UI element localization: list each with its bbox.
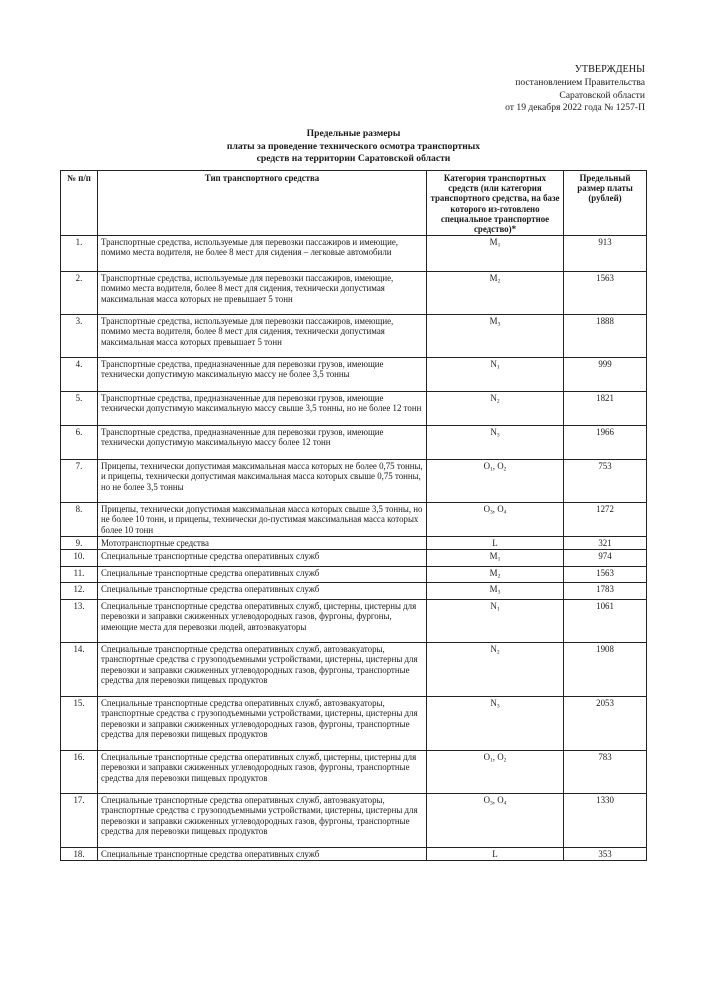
fee-value: 353 bbox=[564, 848, 647, 861]
vehicle-category bbox=[427, 392, 564, 426]
category-index: 1 bbox=[496, 364, 500, 371]
vehicle-category bbox=[427, 503, 564, 537]
category-letter: N bbox=[490, 393, 497, 404]
approval-heading: УТВЕРЖДЕНЫ bbox=[574, 64, 645, 75]
vehicle-type: Прицепы, технически допустимая максимальная масса которых свыше 3,5 тонны, но не более 10 тонн, и прицепы, технически до-пустимая максимальная масса которых более 10 тонн bbox=[98, 503, 427, 537]
row-number: 5. bbox=[61, 392, 98, 426]
row-number: 11. bbox=[61, 566, 98, 583]
table-row bbox=[61, 236, 647, 272]
fee-value: 1563 bbox=[564, 272, 647, 315]
table-row bbox=[61, 272, 647, 315]
vehicle-type: Транспортные средства, предназначенные для перевозки грузов, имеющие технически допустимую максимальную массу не более 3,5 тонны bbox=[98, 358, 427, 392]
approval-line: постановлением Правительства bbox=[515, 76, 645, 88]
table-row bbox=[61, 566, 647, 583]
row-number: 6. bbox=[61, 426, 98, 460]
category-index: 2 bbox=[496, 649, 500, 656]
category-letter: O bbox=[497, 504, 504, 515]
vehicle-type: Специальные транспортные средства оперативных служб bbox=[98, 550, 427, 567]
vehicle-type: Специальные транспортные средства оперативных служб bbox=[98, 566, 427, 583]
vehicle-category bbox=[427, 426, 564, 460]
category-index: 4 bbox=[503, 509, 507, 516]
vehicle-category bbox=[427, 236, 564, 272]
vehicle-type: Специальные транспортные средства оперативных служб, автоэвакуаторы, транспортные средства с грузоподъемными устройствами, цистерны, цистерны для перевозки и заправки сжиженных углеводородных газов, фургоны, транспортные средства для перевозки пищевых продуктов bbox=[98, 643, 427, 697]
fee-value: 999 bbox=[564, 358, 647, 392]
row-number: 16. bbox=[61, 751, 98, 794]
category-letter: O bbox=[483, 795, 491, 806]
vehicle-category bbox=[427, 358, 564, 392]
category-letter: O bbox=[497, 795, 504, 806]
row-number: 18. bbox=[61, 848, 98, 861]
category-index: 2 bbox=[496, 398, 500, 405]
fee-value: 1783 bbox=[564, 583, 647, 600]
row-number: 8. bbox=[61, 503, 98, 537]
category-letter: N bbox=[490, 698, 497, 709]
fee-value: 1966 bbox=[564, 426, 647, 460]
category-index: 2 bbox=[497, 573, 501, 580]
vehicle-category bbox=[427, 566, 564, 583]
category-separator: , bbox=[492, 461, 498, 472]
title-line: Предельные размеры bbox=[306, 128, 401, 139]
vehicle-type: Транспортные средства, используемые для перевозки пассажиров, имеющие, помимо места водителя, более 8 мест для сидения, технически допустимая максимальная масса которых превышает 5 тонн bbox=[98, 315, 427, 358]
table-row bbox=[61, 697, 647, 751]
category-index: 3 bbox=[497, 321, 501, 328]
category-index: 3 bbox=[490, 800, 493, 807]
vehicle-category bbox=[427, 697, 564, 751]
row-number: 9. bbox=[61, 536, 98, 549]
category-separator: , bbox=[492, 795, 498, 806]
approval-stamp bbox=[385, 64, 645, 115]
category-letter: O bbox=[483, 504, 491, 515]
header-category: Категория транспортных средств (или категория транспортного средства, на базе которого из-готовлено специальное транспортное средство)* bbox=[427, 171, 564, 236]
category-index: 1 bbox=[496, 606, 500, 613]
fee-value: 1821 bbox=[564, 392, 647, 426]
vehicle-type: Прицепы, технически допустимая максимальная масса которых не более 0,75 тонны, и прицепы, технически допустимая максимальная масса которых свыше 0,75 тонны, но не более 3,5 тонны bbox=[98, 460, 427, 503]
table-row bbox=[61, 315, 647, 358]
category-letter: O bbox=[483, 752, 491, 763]
row-number: 15. bbox=[61, 697, 98, 751]
row-number: 17. bbox=[61, 794, 98, 848]
header-fee: Предельный размер платы (рублей) bbox=[564, 171, 647, 236]
table-row bbox=[61, 583, 647, 600]
category-letter: N bbox=[490, 644, 497, 655]
row-number: 1. bbox=[61, 236, 98, 272]
category-letter: O bbox=[497, 461, 504, 472]
row-number: 14. bbox=[61, 643, 98, 697]
row-number: 10. bbox=[61, 550, 98, 567]
category-letter: M bbox=[489, 316, 498, 327]
fee-value: 1061 bbox=[564, 600, 647, 643]
category-letter: O bbox=[497, 752, 504, 763]
fee-value: 1908 bbox=[564, 643, 647, 697]
header-num: № п/п bbox=[61, 171, 98, 236]
table-row bbox=[61, 460, 647, 503]
table-row bbox=[61, 426, 647, 460]
table-row bbox=[61, 536, 647, 549]
vehicle-type: Транспортные средства, предназначенные для перевозки грузов, имеющие технически допустимую максимальную массу более 12 тонн bbox=[98, 426, 427, 460]
fee-value: 1563 bbox=[564, 566, 647, 583]
title-line: средств на территории Саратовской области bbox=[256, 153, 451, 164]
category-separator: , bbox=[492, 752, 498, 763]
row-number: 3. bbox=[61, 315, 98, 358]
table-row bbox=[61, 848, 647, 861]
category-letter: M bbox=[489, 567, 498, 578]
fee-value: 1330 bbox=[564, 794, 647, 848]
table-row bbox=[61, 751, 647, 794]
category-letter: N bbox=[490, 359, 497, 370]
table-row bbox=[61, 550, 647, 567]
table-row bbox=[61, 643, 647, 697]
table-row bbox=[61, 503, 647, 537]
fee-table bbox=[60, 170, 647, 861]
category-index: 2 bbox=[503, 466, 507, 473]
fee-value: 974 bbox=[564, 550, 647, 567]
category-letter: M bbox=[489, 273, 498, 284]
table-row bbox=[61, 392, 647, 426]
category-index: 1 bbox=[490, 757, 493, 764]
vehicle-category bbox=[427, 536, 564, 549]
vehicle-category bbox=[427, 460, 564, 503]
row-number: 4. bbox=[61, 358, 98, 392]
vehicle-type: Специальные транспортные средства оперативных служб bbox=[98, 583, 427, 600]
vehicle-type: Специальные транспортные средства оперативных служб, цистерны, цистерны для перевозки и заправки сжиженных углеводородных газов, фургоны, транспортные средства для перевозки пищевых продуктов bbox=[98, 751, 427, 794]
row-number: 13. bbox=[61, 600, 98, 643]
vehicle-category bbox=[427, 751, 564, 794]
vehicle-category bbox=[427, 848, 564, 861]
category-letter: L bbox=[492, 849, 498, 860]
category-index: 3 bbox=[496, 432, 500, 439]
category-letter: N bbox=[490, 427, 497, 438]
category-letter: L bbox=[492, 537, 498, 548]
vehicle-type: Транспортные средства, используемые для перевозки пассажиров, имеющие, помимо места водителя, более 8 мест для сидения, технически допустимая максимальная масса которых не превышает 5 тонн bbox=[98, 272, 427, 315]
category-letter: N bbox=[490, 601, 497, 612]
vehicle-category bbox=[427, 643, 564, 697]
row-number: 7. bbox=[61, 460, 98, 503]
vehicle-type: Специальные транспортные средства оперативных служб bbox=[98, 848, 427, 861]
category-index: 3 bbox=[490, 509, 493, 516]
header-type: Тип транспортного средства bbox=[98, 171, 427, 236]
fee-value: 2053 bbox=[564, 697, 647, 751]
table-header-row bbox=[61, 171, 647, 236]
vehicle-type: Транспортные средства, предназначенные для перевозки грузов, имеющие технически допустимую максимальную массу свыше 3,5 тонны, но не более 12 тонн bbox=[98, 392, 427, 426]
category-letter: M bbox=[489, 551, 498, 562]
fee-value: 321 bbox=[564, 536, 647, 549]
document-title bbox=[0, 128, 707, 166]
fee-value: 783 bbox=[564, 751, 647, 794]
fee-value: 1272 bbox=[564, 503, 647, 537]
approval-line: Саратовской области bbox=[559, 89, 645, 101]
vehicle-type: Мототранспортные средства bbox=[98, 536, 427, 549]
row-number: 12. bbox=[61, 583, 98, 600]
fee-value: 913 bbox=[564, 236, 647, 272]
vehicle-type: Специальные транспортные средства оперативных служб, автоэвакуаторы, транспортные средства с грузоподъемными устройствами, цистерны, цистерны для перевозки и заправки сжиженных углеводородных газов, фургоны, транспортные средства для перевозки пищевых продуктов bbox=[98, 794, 427, 848]
vehicle-type: Специальные транспортные средства оперативных служб, цистерны, цистерны для перевозки и заправки сжиженных углеводородных газов, фургоны, фургоны, имеющие места для перевозки людей, автоэвакуаторы bbox=[98, 600, 427, 643]
vehicle-category bbox=[427, 600, 564, 643]
vehicle-category bbox=[427, 315, 564, 358]
table-row bbox=[61, 600, 647, 643]
fee-value: 753 bbox=[564, 460, 647, 503]
category-index: 3 bbox=[497, 589, 501, 596]
vehicle-category bbox=[427, 272, 564, 315]
table-row bbox=[61, 794, 647, 848]
table-body bbox=[61, 236, 647, 861]
category-index: 1 bbox=[497, 556, 501, 563]
row-number: 2. bbox=[61, 272, 98, 315]
vehicle-type: Специальные транспортные средства оперативных служб, автоэвакуаторы, транспортные средства с грузоподъемными устройствами, цистерны, цистерны для перевозки и заправки сжиженных углеводородных газов, фургоны, транспортные средства для перевозки пищевых продуктов bbox=[98, 697, 427, 751]
vehicle-category bbox=[427, 583, 564, 600]
category-index: 2 bbox=[497, 278, 501, 285]
vehicle-category bbox=[427, 794, 564, 848]
category-letter: M bbox=[489, 584, 498, 595]
category-index: 1 bbox=[490, 466, 493, 473]
fee-value: 1888 bbox=[564, 315, 647, 358]
vehicle-type: Транспортные средства, используемые для перевозки пассажиров и имеющие, помимо места водителя, не более 8 мест для сидения – легковые автомобили bbox=[98, 236, 427, 272]
category-letter: O bbox=[483, 461, 491, 472]
category-index: 3 bbox=[496, 703, 500, 710]
title-line: платы за проведение технического осмотра транспортных bbox=[226, 140, 481, 152]
approval-line: от 19 декабря 2022 года № 1257-П bbox=[505, 102, 645, 114]
table-row bbox=[61, 358, 647, 392]
category-separator: , bbox=[492, 504, 498, 515]
category-index: 2 bbox=[503, 757, 507, 764]
vehicle-category bbox=[427, 550, 564, 567]
category-index: 4 bbox=[503, 800, 507, 807]
category-index: 1 bbox=[497, 242, 501, 249]
category-letter: M bbox=[489, 237, 498, 248]
